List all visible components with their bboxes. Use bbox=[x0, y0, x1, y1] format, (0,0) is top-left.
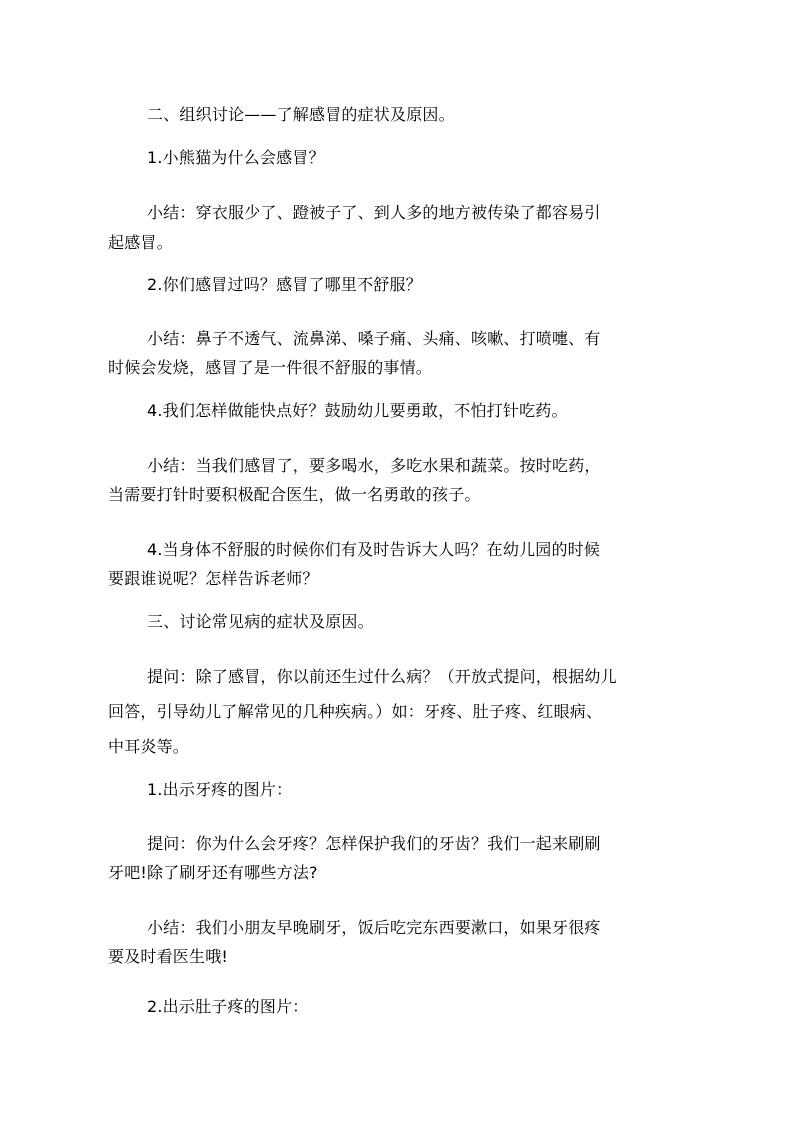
section-heading-common-illness: 三、讨论常见病的症状及原因。 bbox=[147, 612, 374, 631]
prompt-illness-line-2: 回答，引导幼儿了解常见的几种疾病。）如：牙疼、肚子疼、红眼病、 bbox=[108, 702, 603, 721]
prompt-illness-line-3: 中耳炎等。 bbox=[108, 737, 190, 756]
question-2: 2.你们感冒过吗？感冒了哪里不舒服？ bbox=[147, 275, 422, 294]
question-4-line-2: 要跟谁说呢？怎样告诉老师？ bbox=[108, 569, 319, 588]
summary-1-line-2: 起感冒。 bbox=[108, 233, 173, 252]
summary-2-line-1: 小结：鼻子不透气、流鼻涕、嗓子痛、头痛、咳嗽、打喷嚏、有 bbox=[147, 329, 601, 348]
summary-toothache-line-1: 小结：我们小朋友早晚刷牙，饭后吃完东西要漱口，如果牙很疼 bbox=[147, 918, 601, 937]
question-3: 4.我们怎样做能快点好？鼓励幼儿要勇敢，不怕打针吃药。 bbox=[147, 401, 568, 420]
show-toothache-picture: 1.出示牙疼的图片： bbox=[147, 780, 293, 799]
summary-3-line-2: 当需要打针时要积极配合医生，做一名勇敢的孩子。 bbox=[108, 485, 481, 504]
summary-toothache-line-2: 要及时看医生哦! bbox=[108, 947, 229, 966]
prompt-toothache-line-2: 牙吧!除了刷牙还有哪些方法? bbox=[108, 863, 318, 882]
show-stomachache-picture: 2.出示肚子疼的图片： bbox=[147, 997, 309, 1016]
prompt-illness-line-1: 提问：除了感冒，你以前还生过什么病？（开放式提问，根据幼儿 bbox=[147, 667, 617, 686]
prompt-toothache-line-1: 提问：你为什么会牙疼？怎样保护我们的牙齿？我们一起来刷刷 bbox=[147, 834, 601, 853]
summary-3-line-1: 小结：当我们感冒了，要多喝水，多吃水果和蔬菜。按时吃药， bbox=[147, 456, 601, 475]
question-1: 1.小熊猫为什么会感冒？ bbox=[147, 148, 325, 167]
section-heading-discussion-cold: 二、组织讨论——了解感冒的症状及原因。 bbox=[147, 105, 455, 124]
summary-2-line-2: 时候会发烧，感冒了是一件很不舒服的事情。 bbox=[108, 358, 433, 377]
summary-1-line-1: 小结：穿衣服少了、蹬被子了、到人多的地方被传染了都容易引 bbox=[147, 203, 601, 222]
question-4-line-1: 4.当身体不舒服的时候你们有及时告诉大人吗？在幼儿园的时候 bbox=[147, 540, 601, 559]
